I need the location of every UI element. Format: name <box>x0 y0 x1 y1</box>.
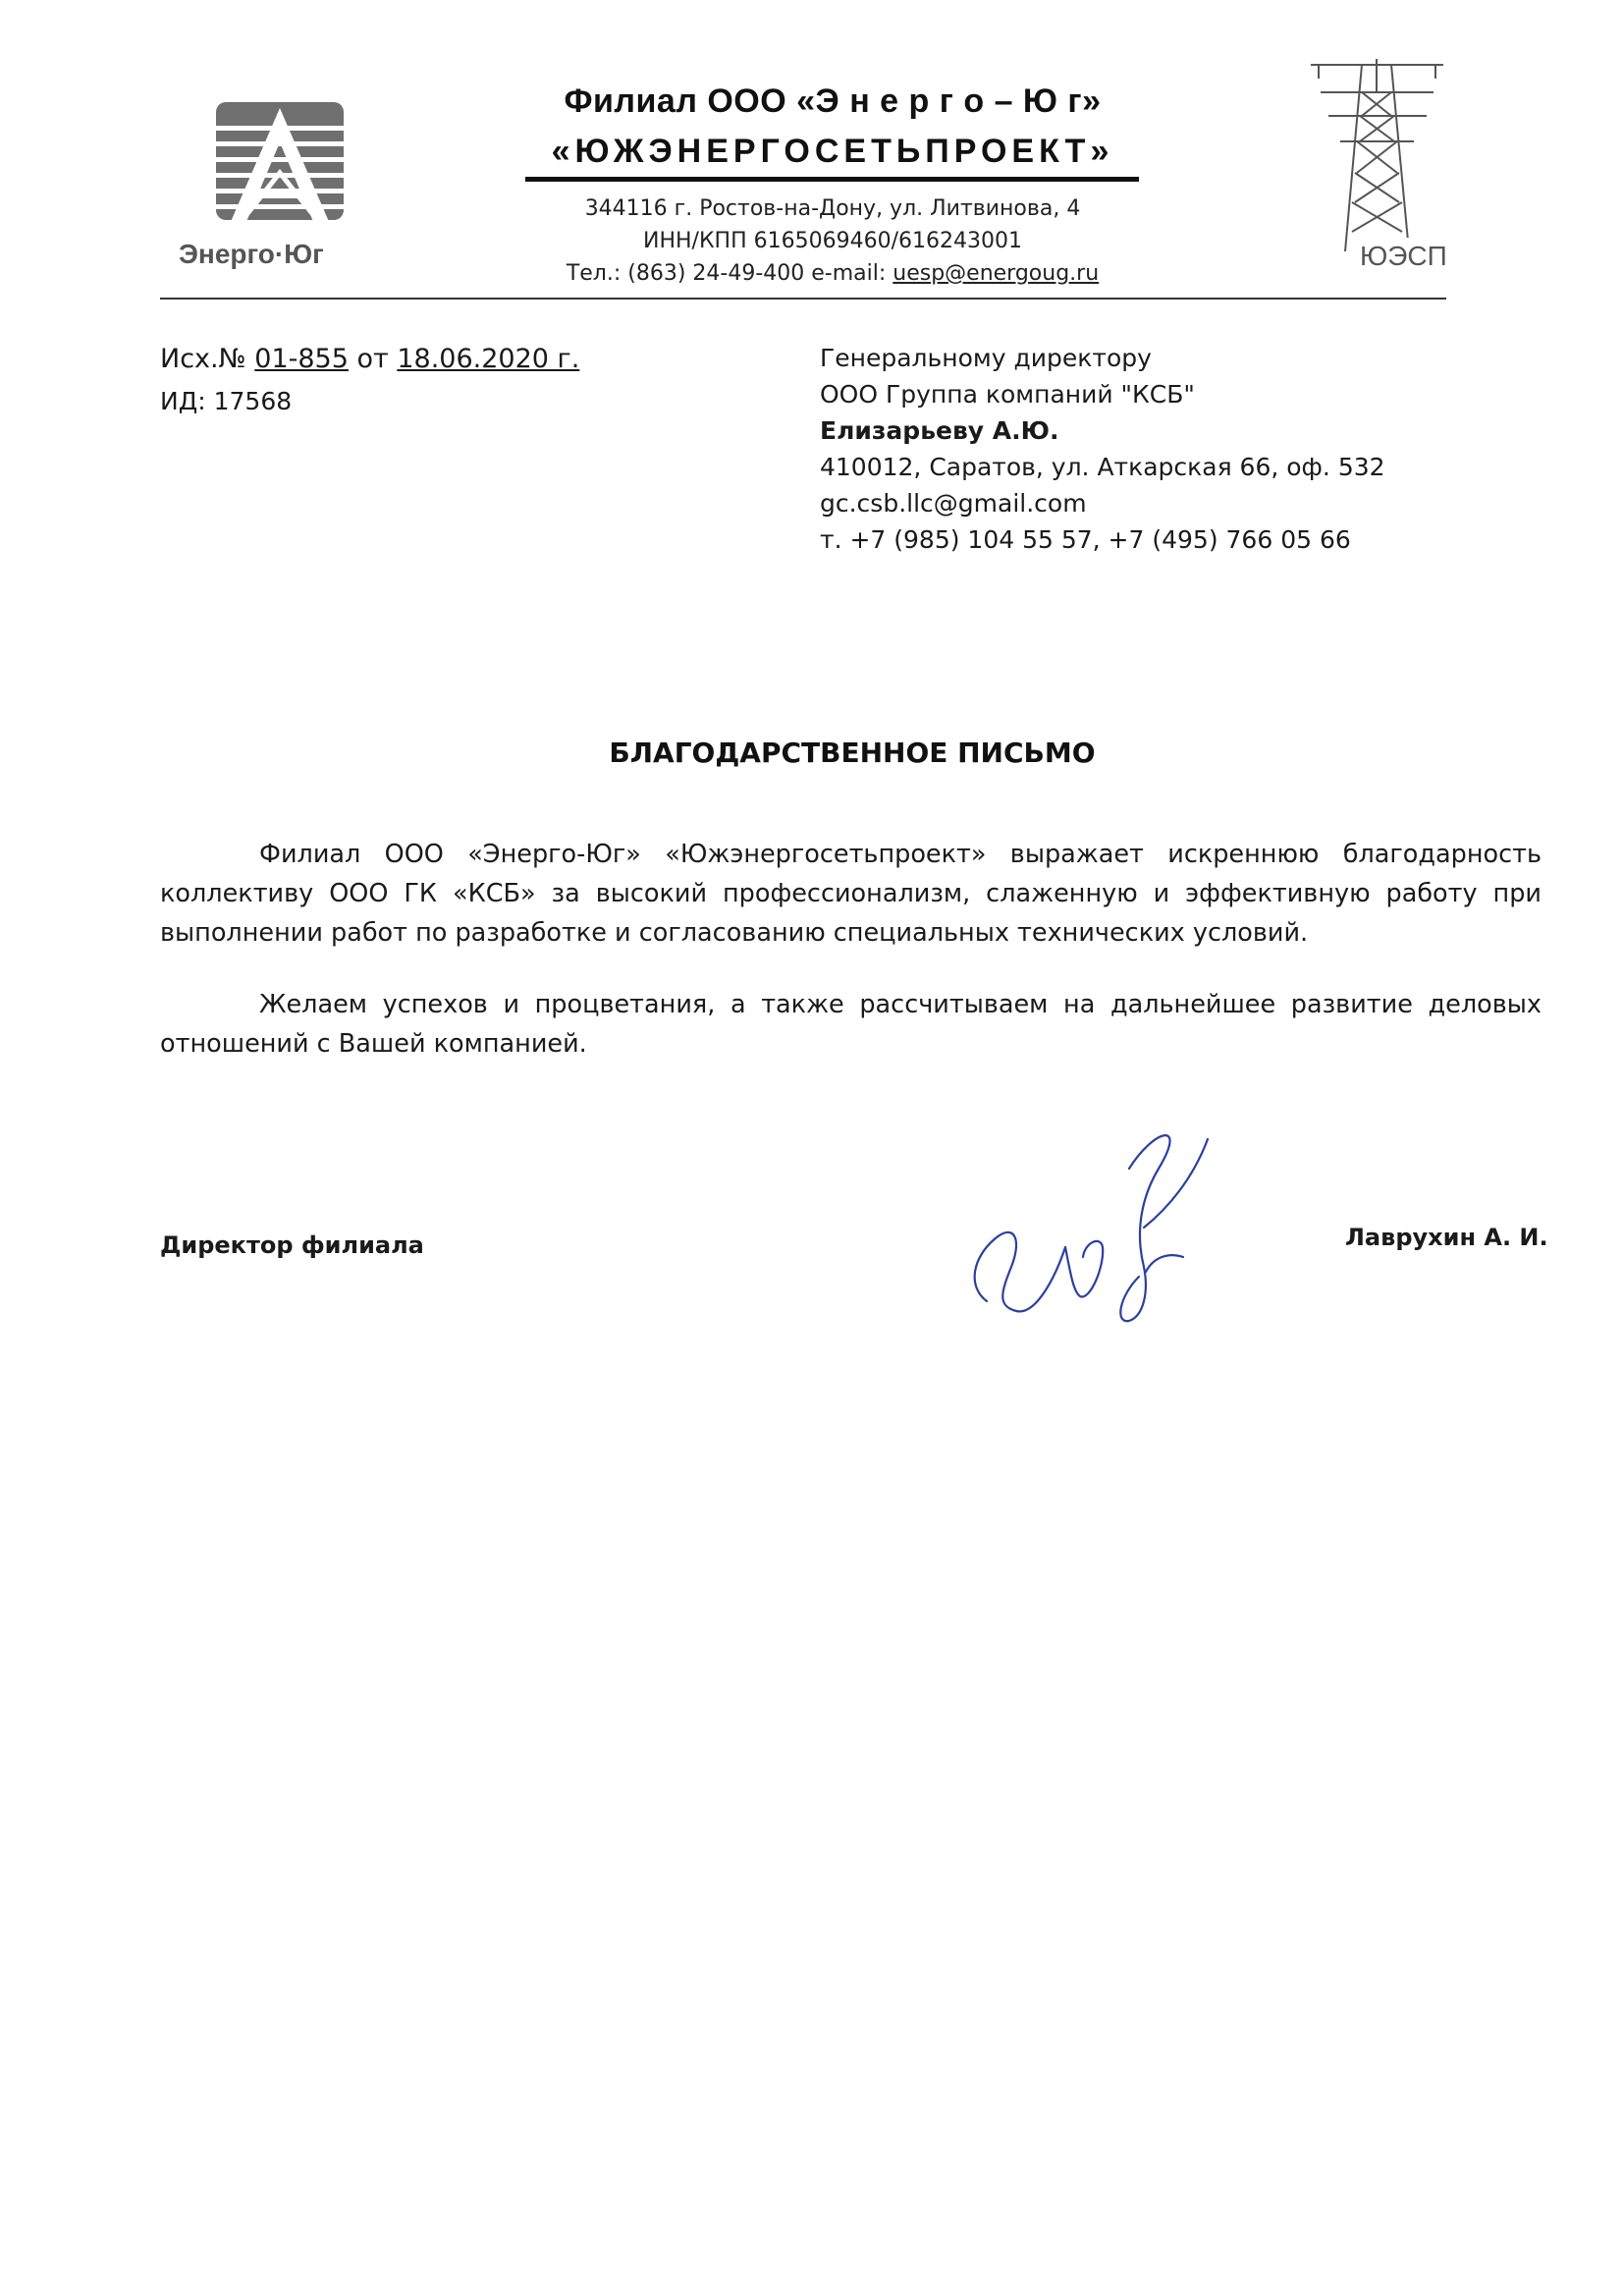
uesp-tower-logo <box>1301 55 1453 291</box>
addressee-phones: т. +7 (985) 104 55 57, +7 (495) 766 05 66 <box>820 525 1351 554</box>
ref-date-prefix: от <box>348 344 398 374</box>
org-email-link[interactable]: uesp@energoug.ru <box>893 261 1100 286</box>
svg-text:ЮЭСП: ЮЭСП <box>1360 241 1447 271</box>
letter-paragraph-2: Желаем успехов и процветания, а также рассчитываем на дальнейшее развитие деловых отношений с Вашей компанией. <box>160 990 1542 1059</box>
letter-title: БЛАГОДАРСТВЕННОЕ ПИСЬМО <box>609 737 1096 769</box>
signatory-name: Лаврухин А. И. <box>1345 1224 1548 1251</box>
addressee-name: Елизарьеву А.Ю. <box>820 416 1059 445</box>
org-inn-kpp: ИНН/КПП 6165069460/616243001 <box>642 229 1022 253</box>
addressee-address: 410012, Саратов, ул. Аткарская 66, оф. 532 <box>820 453 1385 481</box>
org-name: Филиал ООО «Э н е р г о – Ю г» <box>564 82 1102 120</box>
org-subdivision: «ЮЖЭНЕРГОСЕТЬПРОЕКТ» <box>551 133 1114 170</box>
ref-date: 18.06.2020 г. <box>397 344 580 374</box>
org-phone: Тел.: (863) 24-49-400 e-mail: <box>566 261 893 286</box>
handwritten-signature <box>957 1110 1252 1336</box>
outgoing-reference <box>160 344 579 374</box>
org-contacts <box>523 261 1142 286</box>
addressee-position: Генеральному директору <box>820 344 1152 372</box>
org-address: 344116 г. Ростов-на-Дону, ул. Литвинова, 4 <box>584 196 1081 221</box>
letter-paragraph-1: Филиал ООО «Энерго-Юг» «Южэнергосетьпроект» выражает искреннюю благодарность коллективу ООО ГК «КСБ» за высокий профессионализм, слаженную и эффективную работу при выполнении работ по разработке и согласованию специальных технических условий. <box>160 840 1542 948</box>
signatory-role: Директор филиала <box>160 1231 424 1259</box>
addressee-company: ООО Группа компаний "КСБ" <box>820 380 1195 409</box>
header-underline <box>525 177 1139 182</box>
addressee-email: gc.csb.llc@gmail.com <box>820 489 1087 518</box>
ref-number: 01-855 <box>254 344 349 374</box>
ref-id: ИД: 17568 <box>160 387 293 415</box>
svg-text:Энерго·Юг: Энерго·Юг <box>179 239 324 269</box>
ref-prefix: Исх.№ <box>160 344 255 374</box>
energo-yug-logo <box>173 98 384 275</box>
header-divider <box>160 298 1446 300</box>
